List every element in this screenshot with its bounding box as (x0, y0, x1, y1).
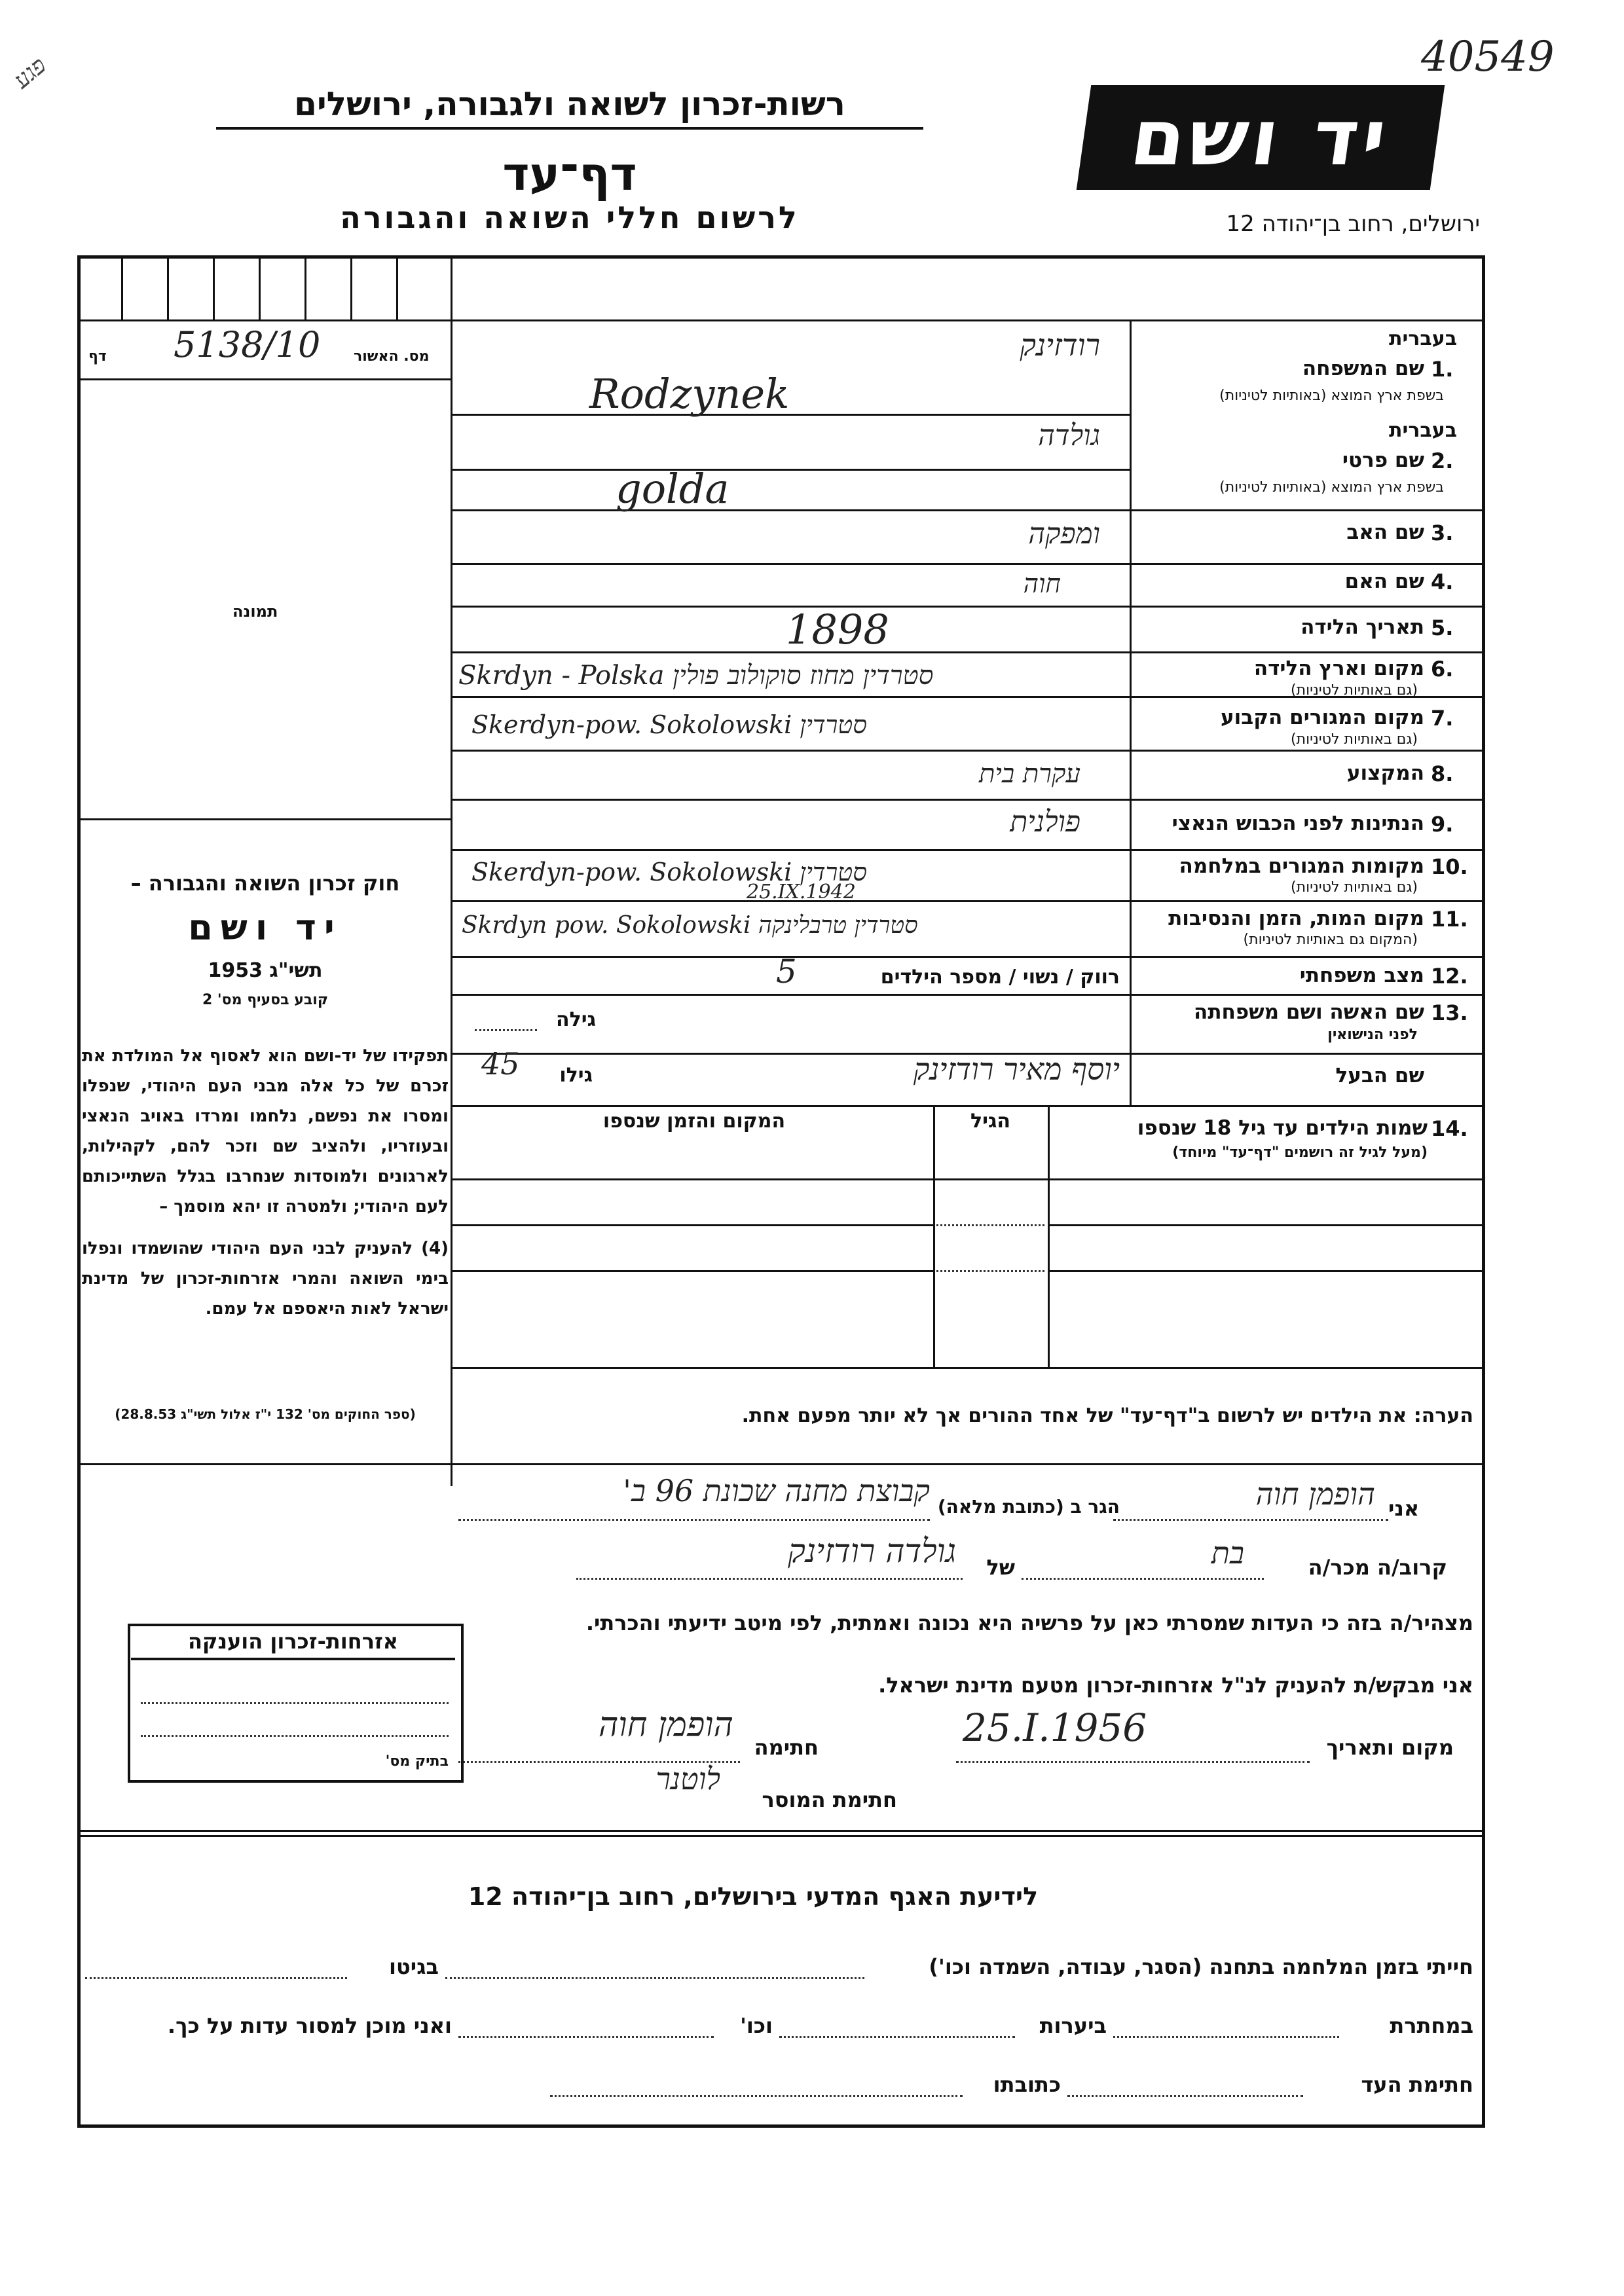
row-line (451, 414, 1130, 416)
authority-title: רשות-זכרון לשואה ולגבורה, ירושלים (216, 85, 923, 130)
row-line (451, 799, 1485, 801)
law-text-paragraph-2: (4) להעניק לבני העם היהודי שהושמדו ונפלו בימי השואה והמרי אזרחות-זכרון של מדינת ישראל לאות היאספם אל עמם. (82, 1239, 449, 1319)
law-clause: קובע בסעיף מס' 2 (202, 992, 329, 1008)
field3-value: ומפקה (1028, 517, 1100, 551)
top-row-divider (77, 319, 1485, 321)
field7-sub: (גם באותיות לטיניות) (1291, 731, 1418, 748)
box-cell (304, 259, 306, 319)
declarant-address-label: הגר ב (כתובת מלאה) (937, 1496, 1120, 1518)
declarant-address: קבוצת מחנה שכונת 96 ב' (623, 1473, 930, 1508)
field7-number: 7. (1431, 706, 1454, 731)
label-column-divider (1130, 319, 1132, 1105)
field7-label: מקום המגורים הקבוע (1221, 706, 1424, 729)
field11-sub: (המקום גם באותיות לטיניות) (1243, 932, 1418, 948)
header-address: ירושלים, רחוב בן־יהודה 12 (1226, 211, 1480, 237)
row-line (451, 849, 1485, 851)
field1-hebrew-value: רודזינק (1020, 327, 1100, 363)
field12-marital-options: רווק / נשוי / מספר הילדים (880, 966, 1120, 989)
corner-handwritten-mark: פגע (9, 52, 52, 94)
field2-hebrew-value: גולדה (1038, 419, 1100, 452)
declarant-name: הופמן חוה (1255, 1476, 1375, 1512)
field9-number: 9. (1431, 812, 1454, 837)
field2-lang: בעברית (1389, 419, 1457, 442)
form-title: דף־עד (502, 147, 637, 201)
field10-number: 10. (1431, 854, 1468, 879)
children-row-line (1048, 1224, 1485, 1226)
children-row-line (936, 1224, 1044, 1226)
field10-sub: (גם באותיות לטיניות) (1291, 879, 1418, 896)
declarant-relation: בת (1211, 1535, 1244, 1571)
children-col-divider (1048, 1105, 1050, 1367)
box-cell (121, 259, 123, 319)
footer-line2-dots-mid (779, 2036, 1015, 2038)
declarant-i-label: אני (1388, 1496, 1420, 1521)
footer-line2-mid: ביערות (1039, 2013, 1107, 2038)
signature-label: חתימה (754, 1735, 819, 1760)
field10-label: מקומות המגורים במלחמה (1179, 854, 1424, 878)
law-title: חוק זכרון השואה והגבורה – (130, 871, 400, 896)
wife-age-line (475, 1029, 537, 1031)
page-label: דף (88, 348, 107, 365)
law-text-paragraph: תפקידו של יד-ושם הוא לאסוף אל המולדת את זכרם של כל אלה מבני העם היהודי, שנפלו ומסרו את נפשם, נלחמו ומרדו באויב הנאצי ובעוזריו, ולהציב שם וזכר להם, לקהילות, לארגונים ולמוסדות שנחרבו בגלל השתייכותם לעם היהודי; ולמטרה זו יהא מוסמך – (82, 1046, 449, 1216)
row-line (451, 606, 1485, 608)
children-end-line (451, 1367, 1485, 1369)
law-source: (ספר החוקים מס' 132 י"ז אלול תשי"ג 28.8.53) (115, 1406, 416, 1422)
place-date-value: 25.I.1956 (963, 1705, 1147, 1750)
field1-lang: בעברית (1389, 327, 1457, 350)
field3-number: 3. (1431, 520, 1454, 545)
field5-number: 5. (1431, 615, 1454, 640)
field9-value: פולנית (1010, 805, 1080, 839)
field13-sub: לפני הנישואין (1327, 1027, 1418, 1043)
registry-divider (77, 378, 451, 380)
sidebar-separator (77, 818, 451, 820)
field11-value: Skrdyn pow. Sokolowski סטרדין טרבלינקה (462, 912, 918, 939)
children-label: שמות הילדים עד גיל 18 שנספו (1137, 1116, 1428, 1140)
footer-separator (77, 1830, 1485, 1832)
field1-sub: בשפת ארץ המוצא (באותיות לטיניות) (1219, 388, 1444, 404)
citizenship-line (141, 1702, 449, 1704)
field7-value: Skerdyn-pow. Sokolowski סטרדין (471, 710, 867, 739)
field6-number: 6. (1431, 657, 1454, 682)
field13-label: שם האשה ושם משפחתה (1194, 1000, 1424, 1024)
declarant-relation-label: קרוב/ה מכר/ה (1308, 1555, 1447, 1580)
footer-line2-end: ואני מוכן למסור עדות על כך. (167, 2013, 452, 2038)
citizenship-line (141, 1735, 449, 1737)
archive-stamp-number: 40549 (1421, 33, 1555, 81)
box-cell (167, 259, 169, 319)
footer-line3-end: כתובתו (993, 2072, 1061, 2097)
footer-line2-label: במחתרת (1390, 2013, 1473, 2038)
field4-label: שם האם (1344, 570, 1424, 593)
field2-latin-value: golda (616, 465, 729, 513)
law-text (82, 1041, 449, 1324)
children-number: 14. (1431, 1116, 1468, 1141)
row-line (451, 900, 1485, 902)
declarant-of-line (576, 1578, 963, 1580)
children-row-line (451, 1224, 935, 1226)
field6-label: מקום וארץ הלידה (1253, 657, 1424, 680)
footer-line3-dots-end (550, 2095, 963, 2097)
husband-value: יוסף מאיר רודזינק (913, 1051, 1120, 1087)
box-cell (259, 259, 261, 319)
declaration-text: מצהיר/ה בזה כי העדות שמסרתי כאן על פרשיה היא נכונה ואמתית, לפי מיטב ידיעתי והכרתי. (585, 1611, 1473, 1635)
box-cell (396, 259, 398, 319)
citizenship-title: אזרחות-זכרון הוענקה (131, 1629, 455, 1660)
footer-line1-label: חייתי בזמן המלחמה בתחנה (הסגר, עבודה, השמדה וכו') (929, 1954, 1473, 1979)
children-row-line (451, 1178, 1485, 1180)
children-row-line (936, 1270, 1044, 1272)
children-row-line (451, 1270, 935, 1272)
footer-line2-dots-etc (458, 2036, 714, 2038)
declarant-of-label: של (986, 1555, 1015, 1580)
citizenship-tik-label: בתיק מס' (385, 1753, 449, 1770)
translator-label: חתימת המוסר (762, 1787, 897, 1812)
declarant-name-line (1113, 1519, 1388, 1521)
note-text: הערה: את הילדים יש לרשום ב"דף־עד" של אחד ההורים אך לא יותר מפעם אחת. (741, 1404, 1473, 1427)
husband-age-label: גילו (559, 1064, 593, 1087)
footer-line1-dots-end (85, 1977, 347, 1979)
translator-signature: לוטנר (655, 1761, 720, 1796)
field11-label: מקום המות, הזמן והנסיבות (1168, 907, 1424, 930)
field11-number: 11. (1431, 907, 1468, 932)
note-bottom-line (77, 1463, 1485, 1465)
field11-date: 25.IX.1942 (747, 881, 856, 903)
field8-number: 8. (1431, 761, 1454, 786)
row-line (451, 750, 1485, 752)
footer-line3-label: חתימת העד (1361, 2072, 1473, 2097)
field6-sub: (גם באותיות לטיניות) (1291, 682, 1418, 699)
field4-value: חוה (1023, 569, 1061, 599)
wife-age-label: גילה (556, 1008, 596, 1031)
field12-number: 12. (1431, 964, 1468, 989)
field3-label: שם האב (1346, 520, 1424, 544)
footer-title: לידיעת האגף המדעי בירושלים, רחוב בן־יהודה 12 (468, 1882, 1039, 1911)
registry-number-label: מס. האשור (354, 348, 430, 365)
footer-line2-dots (1113, 2036, 1339, 2038)
footer-line3-dots (1067, 2095, 1303, 2097)
field9-label: הנתינות לפני הכבוש הנאצי (1172, 812, 1424, 835)
children-sub: (מעל לגיל זה רושמים "דף־עד" מיוחד) (1172, 1144, 1428, 1161)
declarant-relation-line (1022, 1578, 1264, 1580)
children-row-line (1048, 1270, 1485, 1272)
yad-vashem-logo: יד ושם (1077, 85, 1445, 190)
request-text: אני מבקש/ת להעניק לנ"ל אזרחות-זכרון מטעם מדינת ישראל. (878, 1673, 1473, 1698)
row-line (451, 994, 1485, 996)
children-col-divider (933, 1105, 935, 1367)
law-name: יד ושם (188, 907, 342, 948)
row-line (451, 956, 1485, 958)
law-year: תשי"ג 1953 (208, 959, 323, 982)
field4-number: 4. (1431, 570, 1454, 594)
field1-label: שם המשפחה (1302, 357, 1424, 380)
field8-label: המקצוע (1346, 761, 1424, 785)
footer-separator (77, 1835, 1485, 1837)
footer-line2-etc: וכו' (740, 2013, 773, 2038)
left-column-divider (451, 255, 452, 1486)
field12-label: מצב משפחתי (1299, 964, 1424, 987)
field1-number: 1. (1431, 357, 1454, 382)
signature-value: הופמן חוה (598, 1705, 733, 1745)
photo-label: תמונה (232, 602, 278, 621)
place-date-line (956, 1761, 1310, 1763)
registry-number-value: 5138/10 (174, 324, 321, 365)
box-cell (350, 259, 352, 319)
field1-latin-value: Rodzynek (589, 370, 790, 418)
row-line (451, 651, 1485, 653)
declarant-of-value: גולדה רודזינק (788, 1532, 956, 1570)
field2-sub: בשפת ארץ המוצא (באותיות לטיניות) (1219, 479, 1444, 496)
form-subtitle: לרשום חללי השואה והגבורה (340, 200, 800, 235)
row-line (451, 509, 1485, 511)
field2-label: שם פרטי (1342, 448, 1424, 472)
field6-value: Skrdyn - Polska סטרדין מחוז סוקולוב פולין (458, 661, 934, 691)
box-cell (213, 259, 215, 319)
field13-number: 13. (1431, 1000, 1468, 1025)
row-line (451, 563, 1485, 565)
footer-line1-dots (445, 1977, 864, 1979)
field10-value: Skerdyn-pow. Sokolowski סטרדין (471, 858, 867, 886)
row-line (451, 1105, 1485, 1107)
field5-value: 1898 (786, 606, 889, 653)
children-place-header: המקום והזמן שנספו (602, 1110, 786, 1133)
footer-line1-end: בגיטו (389, 1954, 439, 1979)
field5-label: תאריך הלידה (1301, 615, 1424, 639)
children-age-header: הגיל (970, 1110, 1010, 1133)
field12-children-count: 5 (776, 953, 797, 991)
field2-number: 2. (1431, 448, 1454, 473)
field8-value: עקרת בית (979, 759, 1080, 789)
declarant-address-line (458, 1519, 930, 1521)
husband-age-value: 45 (481, 1046, 520, 1082)
row-line (451, 469, 1130, 471)
husband-label: שם הבעל (1335, 1064, 1424, 1087)
place-date-label: מקום ותאריך (1326, 1735, 1454, 1760)
